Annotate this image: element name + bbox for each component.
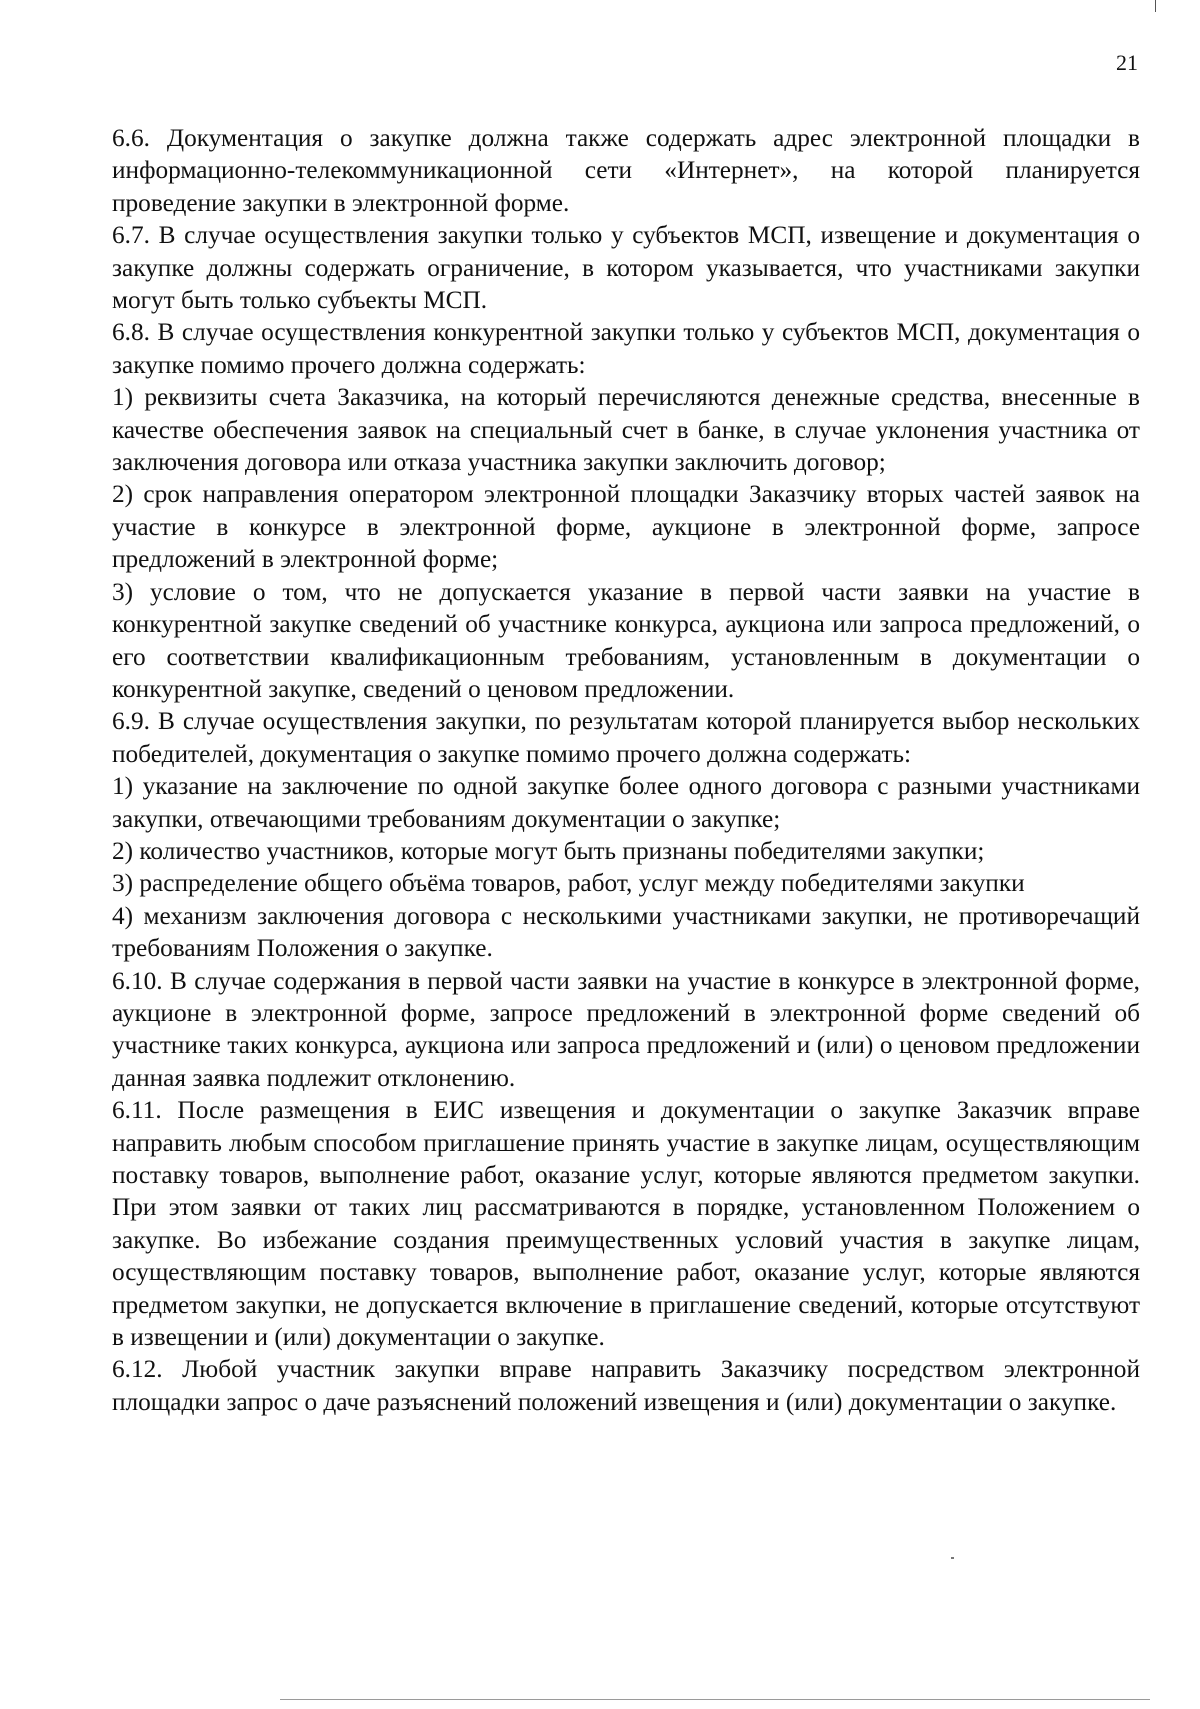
clause-6-9-item-3: 3) распределение общего объёма товаров, работ, услуг между победителями закупки (112, 869, 1025, 898)
clause-6-8-item-3: 3) условие о том, что не допускается указание в первой части заявки на участие в конкурентной закупке сведений об участнике конкурса, аукциона или запроса предложений, о его соответствии квалификационным требованиям, установленным в документации о конкурентной закупке, сведений о ценовом предложении. (112, 577, 1140, 703)
clause-6-8-item-2: 2) срок направления оператором электронной площадки Заказчику вторых частей заявок на участие в конкурсе в электронной форме, аукционе в электронной форме, запросе предложений в электронной форме; (112, 480, 1140, 574)
clause-6-10: 6.10. В случае содержания в первой части заявки на участие в конкурсе в электронной форме, аукционе в электронной форме, запросе предложений в электронной форме сведений об участнике таких конкурса, аукциона или запроса предложений и (или) о ценовом предложении данная заявка подлежит отклонению. (112, 966, 1140, 1092)
scan-bottom-edge (280, 1699, 1150, 1700)
page-number: 21 (1116, 50, 1138, 75)
clause-6-7: 6.7. В случае осуществления закупки только у субъектов МСП, извещение и документация о закупке должны содержать ограничение, в котором указывается, что участниками закупки могут быть только субъекты МСП. (112, 221, 1140, 315)
document-body (112, 122, 1140, 1418)
clause-6-9: 6.9. В случае осуществления закупки, по результатам которой планируется выбор нескольких победителей, документация о закупке помимо прочего должна содержать: (112, 707, 1140, 768)
clause-6-11: 6.11. После размещения в ЕИС извещения и документации о закупке Заказчик вправе направить любым способом приглашение принять участие в закупке лицам, осуществляющим поставку товаров, выполнение работ, оказание услуг, которые являются предметом закупки. При этом заявки от таких лиц рассматриваются в порядке, установленном Положением о закупке. Во избежание создания преимущественных условий участия в закупке лицам, осуществляющим поставку товаров, выполнение работ, оказание услуг, которые являются предметом закупки, не допускается включение в приглашение сведений, которые отсутствуют в извещении и (или) документации о закупке. (112, 1096, 1140, 1352)
scan-corner-mark (1155, 0, 1156, 12)
scan-speck (951, 1557, 954, 1559)
clause-6-9-item-1: 1) указание на заключение по одной закупке более одного договора с разными участниками закупки, отвечающими требованиям документации о закупке; (112, 772, 1140, 833)
clause-6-12: 6.12. Любой участник закупки вправе направить Заказчику посредством электронной площадки запрос о даче разъяснений положений извещения и (или) документации о закупке. (112, 1355, 1140, 1416)
clause-6-6: 6.6. Документация о закупке должна также содержать адрес электронной площадки в информационно-телекоммуникационной сети «Интернет», на которой планируется проведение закупки в электронной форме. (112, 124, 1140, 217)
clause-6-9-item-4: 4) механизм заключения договора с несколькими участниками закупки, не противоречащий требованиям Положения о закупке. (112, 901, 1140, 963)
clause-6-9-item-2: 2) количество участников, которые могут быть признаны победителями закупки; (112, 836, 985, 865)
clause-6-8: 6.8. В случае осуществления конкурентной закупки только у субъектов МСП, документация о закупке помимо прочего должна содержать: (112, 318, 1140, 379)
clause-6-8-item-1: 1) реквизиты счета Заказчика, на который перечисляются денежные средства, внесенные в качестве обеспечения заявок на специальный счет в банке, в случае уклонения участника от заключения договора или отказа участника закупки заключить договор; (112, 383, 1140, 477)
